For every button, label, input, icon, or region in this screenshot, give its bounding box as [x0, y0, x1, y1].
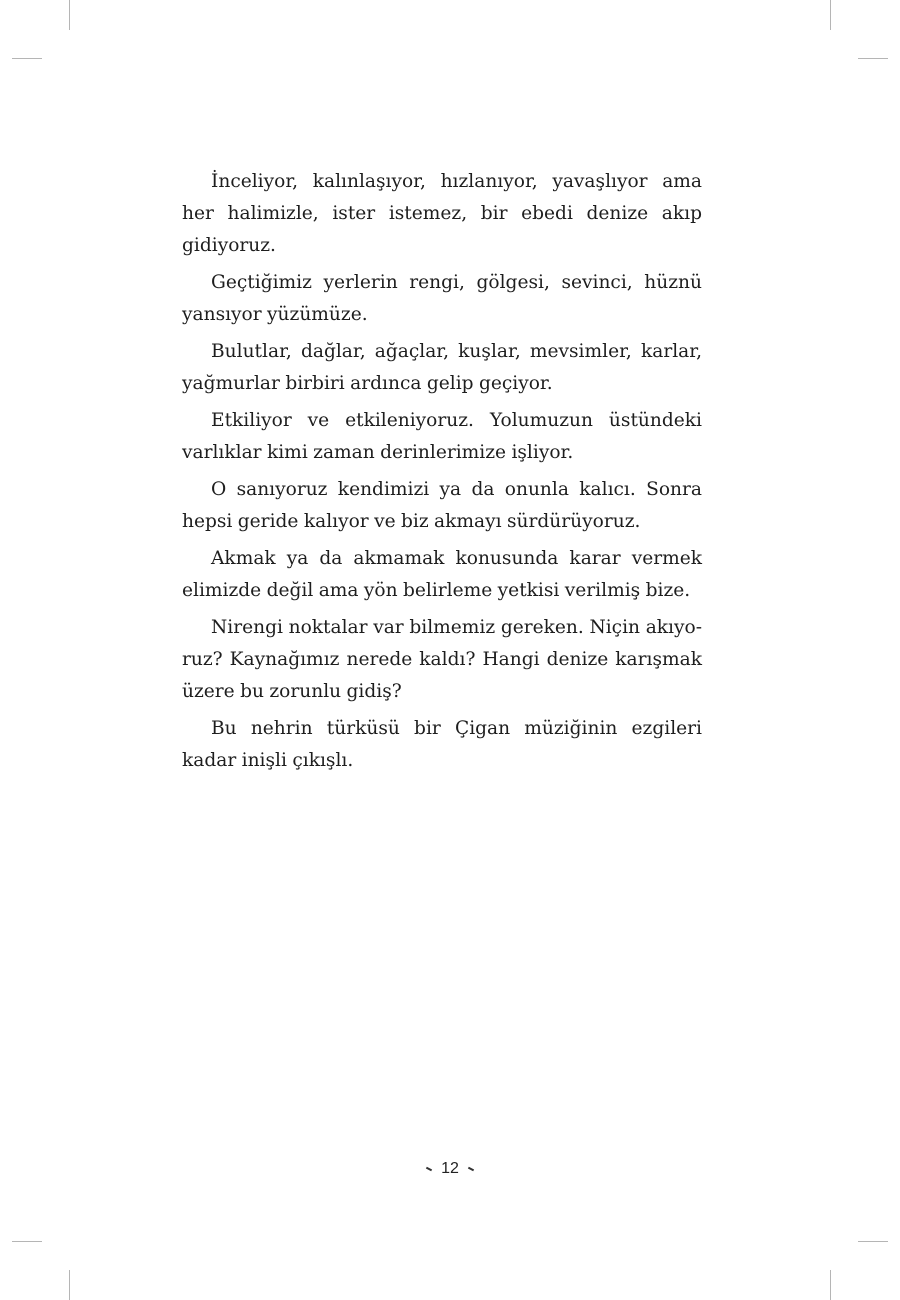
paragraph-1: İnceliyor, kalınlaşıyor, hızlanıyor, yavaşlıyor ama her halimizle, ister istemez, bir ebedi denize akıp gidiyoruz.: [182, 171, 702, 256]
body-text: [182, 166, 702, 782]
page-footer: [0, 1160, 900, 1178]
crop-mark-left-bottom: [12, 1241, 42, 1242]
paragraph-2: Geçtiğimiz yerlerin rengi, gölgesi, sevinci, hüznü yansıyor yüzümüze.: [182, 272, 702, 325]
crop-mark-bottom-left: [69, 1270, 70, 1300]
crop-mark-top-right: [830, 0, 831, 30]
paragraph-5: O sanıyoruz kendimizi ya da onunla kalıcı. Sonra hepsi geride kalıyor ve biz akmayı sürdürüyoruz.: [182, 479, 702, 532]
crop-mark-right-top: [858, 58, 888, 59]
crop-mark-left-top: [12, 58, 42, 59]
ornament-left-icon: [426, 1166, 432, 1171]
crop-mark-top-left: [69, 0, 70, 30]
crop-mark-bottom-right: [830, 1270, 831, 1300]
paragraph-8: Bu nehrin türküsü bir Çigan müziğinin ezgileri kadar inişli çıkışlı.: [182, 718, 702, 771]
paragraph-4: Etkiliyor ve etkileniyoruz. Yolumuzun üstündeki varlıklar kimi zaman derinlerimize işliyor.: [182, 410, 702, 463]
paragraph-6: Akmak ya da akmamak konusunda karar vermek elimizde değil ama yön belirleme yetkisi verilmiş bize.: [182, 548, 702, 601]
ornament-right-icon: [468, 1166, 474, 1171]
page-number: 12: [441, 1160, 459, 1177]
crop-mark-right-bottom: [858, 1241, 888, 1242]
paragraph-7: Nirengi noktalar var bilmemiz gereken. Niçin akıyoruz? Kaynağımız nerede kaldı? Hangi denize karışmak üzere bu zorunlu gidiş?: [182, 617, 702, 702]
paragraph-3: Bulutlar, dağlar, ağaçlar, kuşlar, mevsimler, karlar, yağmurlar birbiri ardınca gelip geçiyor.: [182, 341, 702, 394]
